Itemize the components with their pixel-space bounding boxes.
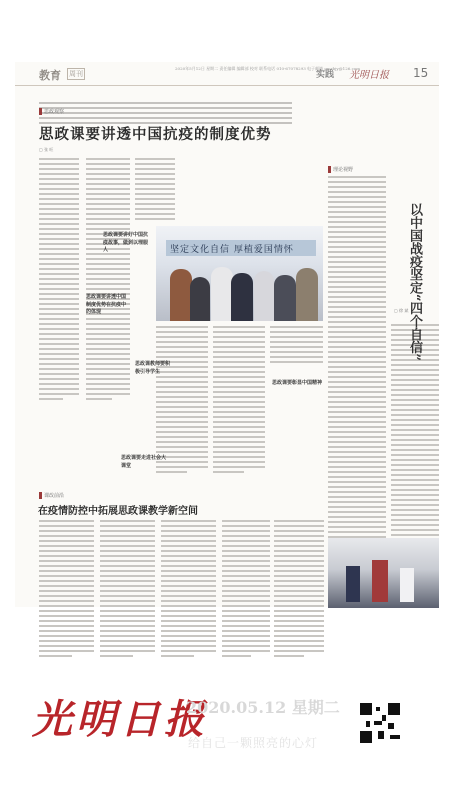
newspaper-page	[15, 62, 439, 607]
sub-article-title: 在疫情防控中拓展思政课教学新空间	[38, 506, 198, 517]
callout-4	[121, 455, 169, 470]
main-article-byline: ▢ 张 旺	[39, 147, 54, 152]
sub-column-3	[161, 520, 216, 660]
person-figure	[372, 560, 388, 602]
classroom-photo	[156, 226, 323, 321]
person-figure	[211, 267, 233, 321]
page-header	[15, 62, 439, 86]
page-column-name: 实践	[316, 70, 335, 80]
sub-column-4	[222, 520, 270, 660]
paper-masthead-small: 光明日报	[349, 70, 389, 81]
sub-column-2	[100, 520, 155, 660]
issue-date: 2020.05.12 星期二	[186, 698, 340, 717]
issue-info: 2020年5月12日 星期二 责任编辑 编辑部 校对 联系电话 010-67078293 电子邮箱 gmrbjy@126.com	[175, 66, 361, 71]
paper-logo: 光明日报	[32, 696, 208, 743]
stage-photo	[328, 538, 439, 608]
callout-text-2: 思政课要讲透中国制度优势在抗疫中的体现	[86, 294, 127, 315]
callout-text-3: 思政课教师要积极引导学生	[135, 361, 171, 375]
sub-column-5	[274, 520, 324, 660]
photo-banner-text: 坚定文化自信 厚植爱国情怀	[170, 245, 294, 255]
page-number: 15	[413, 66, 429, 80]
callout-2	[86, 294, 130, 317]
person-figure	[274, 275, 296, 321]
body-column-3	[135, 158, 175, 223]
column-tag-main: 思政观察	[39, 108, 64, 115]
section-name: 教育	[39, 69, 61, 82]
person-figure	[296, 268, 318, 321]
qr-code-icon[interactable]	[358, 701, 402, 745]
footer-slogan: 给自己一颗照亮的心灯	[188, 736, 319, 750]
sub-column-1	[39, 520, 94, 660]
body-column-6	[270, 326, 323, 366]
person-figure	[254, 271, 274, 321]
section-tag: 周刊	[69, 70, 83, 78]
column-tag-sub: 课改前沿	[39, 492, 64, 499]
body-column-2	[86, 158, 130, 403]
body-column-4	[156, 326, 208, 476]
person-figure	[190, 277, 210, 321]
body-column-5	[213, 326, 265, 476]
callout-text-5: 思政课要彰显中国精神	[272, 380, 323, 386]
person-figure	[231, 273, 253, 321]
callout-1	[103, 232, 151, 255]
person-figure	[170, 269, 192, 321]
main-article-title: 思政课要讲透中国抗疫的制度优势	[39, 126, 272, 143]
body-column-1	[39, 158, 79, 403]
callout-text-4: 思政课要走进社会大课堂	[121, 455, 167, 469]
person-figure	[400, 568, 414, 602]
callout-text-1: 思政课要讲好中国抗疫故事，做到以理服人	[103, 232, 149, 253]
callout-5	[272, 380, 322, 388]
person-figure	[346, 566, 360, 602]
right-article-title: 以中国战疫坚定“四个自信”	[407, 203, 422, 361]
column-tag-right: 理论视野	[328, 166, 353, 173]
right-column-1	[328, 176, 386, 591]
callout-3	[135, 361, 173, 376]
right-article-byline: ▢ 徐 斌	[394, 308, 409, 313]
